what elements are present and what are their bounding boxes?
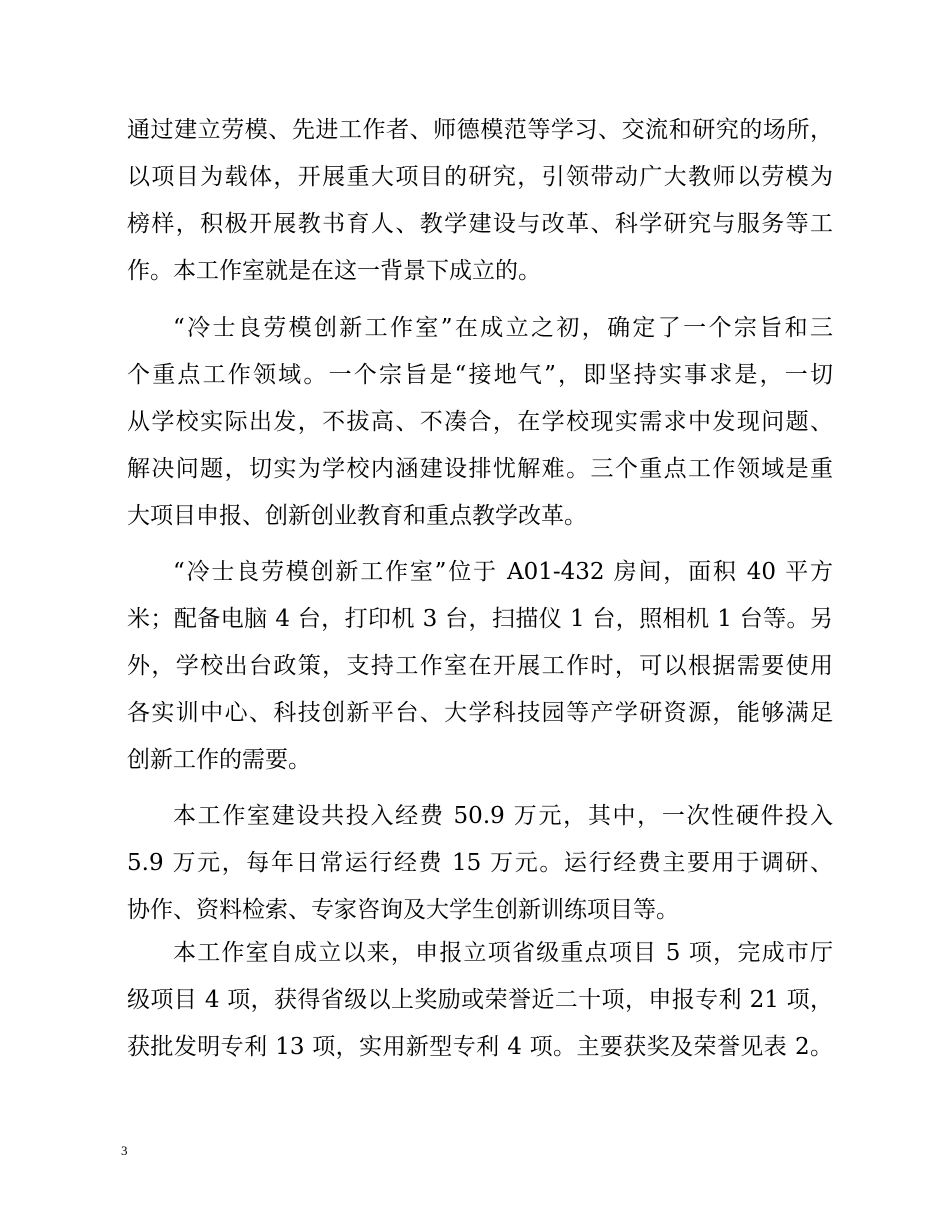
- text-line: 本工作室建设共投入经费 50.9 万元，其中，一次性硬件投入: [173, 803, 833, 829]
- text-line: 从学校实际出发，不拔高、不凑合，在学校现实需求中发现问题、: [127, 409, 833, 435]
- text-line: 协作、资料检索、专家咨询及大学生创新训练项目等。: [127, 897, 679, 923]
- text-line: 个重点工作领域。一个宗旨是“接地气”，即坚持实事求是，一切: [127, 362, 833, 388]
- text-line: “冷士良劳模创新工作室”位于 A01-432 房间，面积 40 平方: [173, 559, 833, 585]
- text-line: 获批发明专利 13 项，实用新型专利 4 项。主要获奖及荣誉见表 2。: [127, 1034, 833, 1060]
- text-line: 外，学校出台政策，支持工作室在开展工作时，可以根据需要使用: [127, 653, 833, 679]
- page-number: 3: [121, 1143, 128, 1158]
- text-line: 作。本工作室就是在这一背景下成立的。: [127, 258, 541, 284]
- text-line: 级项目 4 项，获得省级以上奖励或荣誉近二十项，申报专利 21 项，: [127, 987, 833, 1013]
- text-line: 通过建立劳模、先进工作者、师德模范等学习、交流和研究的场所，: [127, 117, 833, 143]
- text-line: 米；配备电脑 4 台，打印机 3 台，扫描仪 1 台，照相机 1 台等。另: [127, 606, 833, 632]
- text-line: 榜样，积极开展教书育人、教学建设与改革、科学研究与服务等工: [127, 211, 833, 237]
- text-line: 创新工作的需要。: [127, 747, 311, 773]
- text-line: 各实训中心、科技创新平台、大学科技园等产学研资源，能够满足: [127, 700, 833, 726]
- text-line: 5.9 万元，每年日常运行经费 15 万元。运行经费主要用于调研、: [127, 850, 833, 876]
- text-line: 本工作室自成立以来，申报立项省级重点项目 5 项，完成市厅: [173, 940, 833, 966]
- text-line: 解决问题，切实为学校内涵建设排忧解难。三个重点工作领域是重: [127, 456, 833, 482]
- text-line: 以项目为载体，开展重大项目的研究，引领带动广大教师以劳模为: [127, 164, 833, 190]
- text-line: “冷士良劳模创新工作室”在成立之初，确定了一个宗旨和三: [173, 315, 833, 341]
- text-line: 大项目申报、创新创业教育和重点教学改革。: [127, 503, 587, 529]
